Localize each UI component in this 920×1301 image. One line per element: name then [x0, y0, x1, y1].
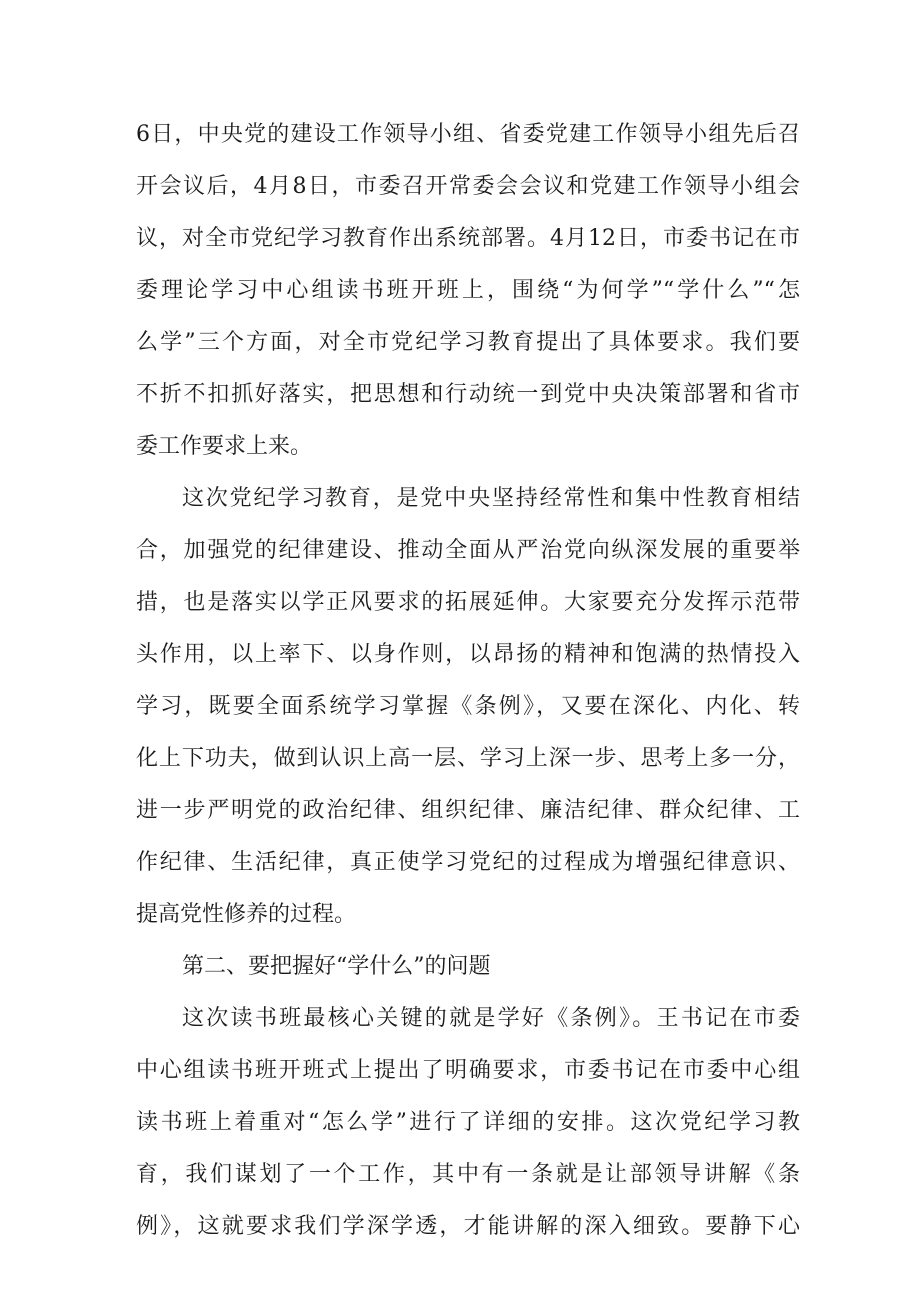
- text-line: 么学”三个方面，对全市党纪学习教育提出了具体要求。我们要: [136, 330, 800, 355]
- text-line: 议，对全市党纪学习教育作出系统部署。4月12日，市委书记在市: [136, 226, 800, 251]
- text-line: 这次党纪学习教育，是党中央坚持经常性和集中性教育相结: [182, 486, 800, 511]
- text-line: 不折不扣抓好落实，把思想和行动统一到党中央决策部署和省市: [136, 382, 800, 407]
- text-line: 读书班上着重对“怎么学”进行了详细的安排。这次党纪学习教: [136, 1110, 800, 1135]
- document-body: [136, 109, 800, 1253]
- text-line: 6日，中央党的建设工作领导小组、省委党建工作领导小组先后召: [136, 122, 800, 147]
- text-line: 合，加强党的纪律建设、推动全面从严治党向纵深发展的重要举: [136, 538, 800, 563]
- text-line: 育，我们谋划了一个工作，其中有一条就是让部领导讲解《条: [136, 1162, 800, 1187]
- text-line: 开会议后，4月8日，市委召开常委会会议和党建工作领导小组会: [136, 174, 800, 199]
- section-heading: [136, 941, 800, 993]
- text-line: 化上下功夫，做到认识上高一层、学习上深一步、思考上多一分，: [136, 746, 800, 771]
- text-line: 提高党性修养的过程。: [136, 902, 357, 927]
- paragraph-3: [136, 993, 800, 1253]
- text-line: 委理论学习中心组读书班开班上，围绕“为何学”“学什么”“怎: [136, 278, 800, 303]
- text-line: 学习，既要全面系统学习掌握《条例》，又要在深化、内化、转: [136, 694, 800, 719]
- paragraph-2: [136, 473, 800, 941]
- section-heading-text: 第二、要把握好“学什么”的问题: [182, 954, 491, 979]
- paragraph-1: [136, 109, 800, 473]
- text-line: 作纪律、生活纪律，真正使学习党纪的过程成为增强纪律意识、: [136, 850, 800, 875]
- text-line: 这次读书班最核心关键的就是学好《条例》。王书记在市委: [182, 1006, 800, 1031]
- text-line: 进一步严明党的政治纪律、组织纪律、廉洁纪律、群众纪律、工: [136, 798, 800, 823]
- text-line: 中心组读书班开班式上提出了明确要求，市委书记在市委中心组: [136, 1058, 800, 1083]
- text-line: 例》，这就要求我们学深学透，才能讲解的深入细致。要静下心: [136, 1214, 800, 1239]
- text-line: 委工作要求上来。: [136, 434, 313, 459]
- text-line: 头作用，以上率下、以身作则，以昂扬的精神和饱满的热情投入: [136, 642, 800, 667]
- text-line: 措，也是落实以学正风要求的拓展延伸。大家要充分发挥示范带: [136, 590, 800, 615]
